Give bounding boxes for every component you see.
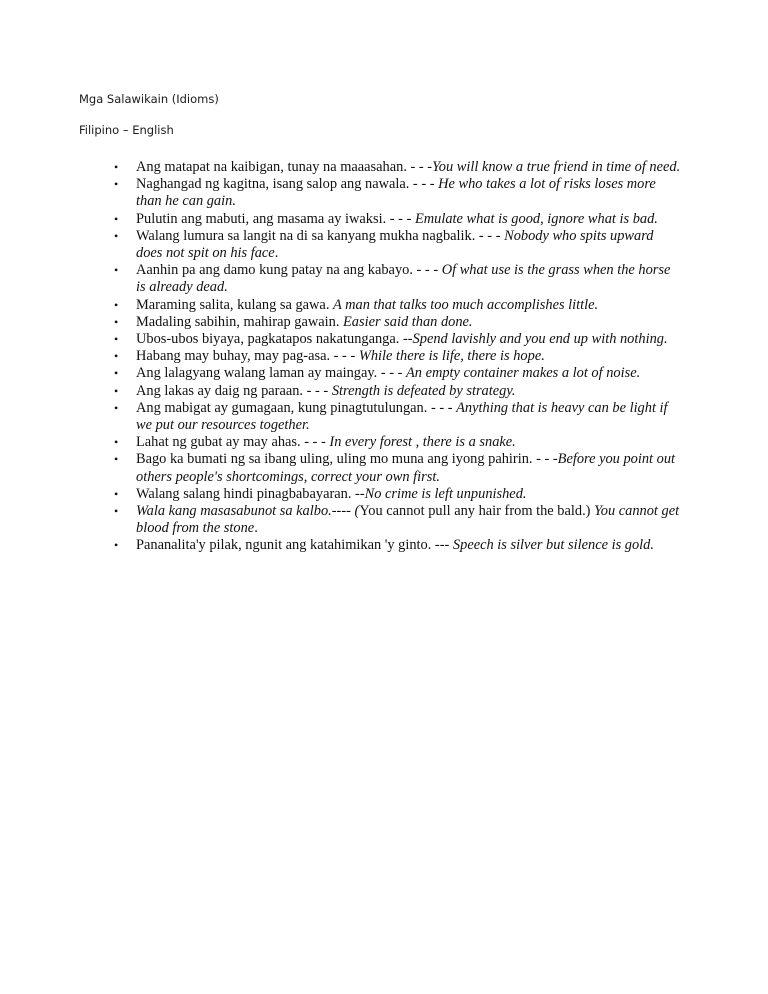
idiom-item	[0, 348, 682, 365]
idiom-item	[0, 451, 682, 485]
idiom-english-translation: Strength is defeated by strategy.	[331, 382, 516, 399]
bullet-icon: •	[114, 400, 119, 415]
bullet-icon: •	[114, 297, 119, 312]
idiom-english-translation: While there is life, there is hope.	[358, 348, 545, 365]
bullet-icon: •	[114, 228, 119, 243]
idiom-english-translation: Spend lavishly and you end up with nothing.	[412, 331, 668, 348]
idiom-english-translation: He who takes a lot of risks loses more than he can gain.	[136, 176, 656, 210]
idiom-filipino-text: Pananalita'y pilak, ngunit ang katahimikan 'y ginto. ---	[136, 537, 453, 554]
idiom-filipino-text: Madaling sabihin, mahirap gawain.	[136, 313, 344, 330]
bullet-icon: •	[114, 504, 119, 519]
bullet-icon: •	[114, 211, 119, 226]
bullet-icon: •	[114, 435, 119, 450]
idiom-english-translation: You will know a true friend in time of need.	[432, 159, 681, 175]
idiom-filipino-text: Ang lalagyang walang laman ay maingay. - - -	[136, 365, 406, 382]
idiom-filipino-text: Bago ka bumati ng sa ibang uling, uling mo muna ang iyong pahirin. - - -	[136, 451, 558, 468]
idiom-filipino-text: Lahat ng gubat ay may ahas. - - -	[136, 434, 330, 451]
idiom-item	[0, 365, 682, 382]
idiom-trailing-text: .	[254, 520, 258, 537]
idiom-english-translation: In every forest , there is a snake.	[329, 434, 516, 451]
idiom-filipino-text: Walang lumura sa langit na di sa kanyang mukha nagbalik. - - -	[136, 227, 505, 244]
bullet-icon: •	[114, 486, 119, 501]
document-subtitle: Filipino – English	[79, 123, 174, 137]
idiom-filipino-text: Ang matapat na kaibigan, tunay na maaasahan. - - -	[136, 159, 433, 175]
idiom-english-translation: Of what use is the grass when the horse is already dead.	[136, 262, 671, 296]
bullet-icon: •	[114, 452, 119, 467]
bullet-icon: •	[114, 263, 119, 278]
idiom-trailing-text: You cannot pull any hair from the bald.)	[359, 503, 595, 520]
idiom-item	[0, 486, 682, 503]
bullet-icon: •	[114, 314, 119, 329]
idiom-english-translation: An empty container makes a lot of noise.	[406, 365, 641, 382]
bullet-icon: •	[114, 332, 119, 347]
idiom-english-translation: Wala kang masasabunot sa kalbo.---- (	[136, 503, 360, 520]
idiom-item	[0, 262, 682, 296]
idiom-item	[0, 297, 682, 314]
bullet-icon: •	[114, 383, 119, 398]
idiom-english-translation: Nobody who spits upward does not spit on his face	[136, 227, 654, 262]
idiom-english-translation: No crime is left unpunished.	[364, 485, 527, 502]
bullet-icon: •	[114, 538, 119, 553]
bullet-icon: •	[114, 160, 119, 174]
idiom-item	[0, 503, 682, 537]
idiom-filipino-text: Ang lakas ay daig ng paraan. - - -	[136, 382, 332, 399]
bullet-icon: •	[114, 366, 119, 381]
idiom-item	[0, 331, 682, 348]
idiom-list	[0, 159, 700, 555]
idiom-item	[0, 537, 682, 554]
idiom-item	[0, 176, 682, 210]
bullet-icon: •	[114, 177, 119, 192]
idiom-item	[0, 314, 682, 331]
idiom-item	[0, 434, 682, 451]
idiom-trailing-text: .	[274, 245, 279, 262]
idiom-english-translation: Emulate what is good, ignore what is bad.	[414, 210, 658, 227]
idiom-item	[0, 400, 682, 434]
idiom-filipino-text: Ang mabigat ay gumagaan, kung pinagtutulungan. - - -	[136, 399, 457, 416]
bullet-icon: •	[114, 349, 119, 364]
idiom-english-translation: Before you point out others people's shortcomings, correct your own first.	[136, 451, 676, 485]
idiom-english-translation: Anything that is heavy can be light if we put our resources together.	[136, 399, 668, 434]
idiom-filipino-text: Aanhin pa ang damo kung patay na ang kabayo. - - -	[136, 262, 442, 279]
idiom-filipino-text: Habang may buhay, may pag-asa. - - -	[136, 348, 359, 365]
idiom-english-translation: Speech is silver but silence is gold.	[452, 537, 654, 554]
idiom-item	[0, 383, 682, 400]
idiom-filipino-text: Ubos-ubos biyaya, pagkatapos nakatunganga. --	[136, 331, 413, 348]
idiom-item	[0, 159, 682, 176]
idiom-english-translation: You cannot get blood from the stone	[136, 503, 680, 537]
document-title: Mga Salawikain (Idioms)	[79, 92, 219, 106]
idiom-filipino-text: Walang salang hindi pinagbabayaran. --	[136, 485, 365, 502]
idiom-english-translation: A man that talks too much accomplishes little.	[333, 296, 599, 313]
idiom-english-translation: Easier said than done.	[343, 313, 473, 330]
idiom-filipino-text: Naghangad ng kagitna, isang salop ang nawala. - - -	[136, 176, 439, 193]
idiom-filipino-text: Pulutin ang mabuti, ang masama ay iwaksi. - - -	[136, 210, 415, 227]
idiom-filipino-text: Maraming salita, kulang sa gawa.	[136, 296, 334, 313]
idiom-item	[0, 211, 682, 228]
idiom-item	[0, 228, 682, 262]
